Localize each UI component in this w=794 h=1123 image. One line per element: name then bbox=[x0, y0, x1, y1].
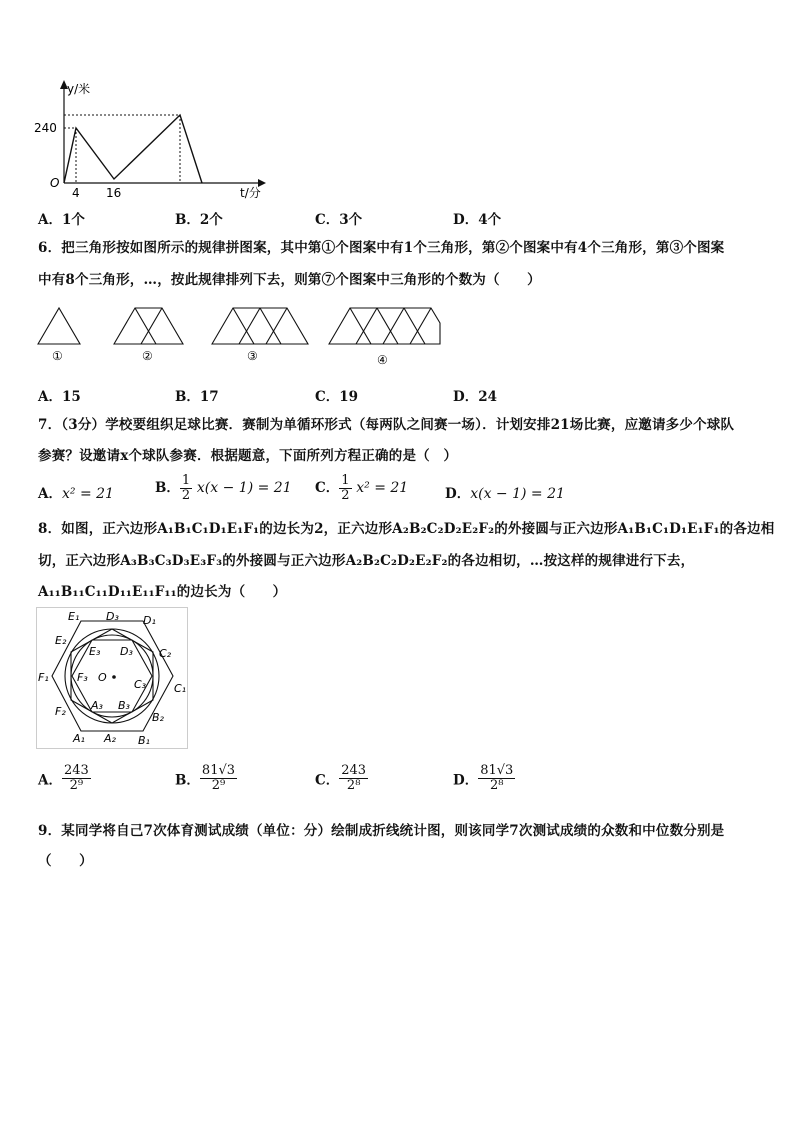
label-A2: A₂ bbox=[104, 732, 116, 745]
q5-option-b: B．2个 bbox=[175, 212, 223, 228]
figure-label-4: ④ bbox=[377, 353, 388, 367]
label-A1: A₁ bbox=[73, 732, 85, 745]
fraction-numerator: 81√3 bbox=[480, 763, 514, 778]
q7-option-c-expr: x² = 21 bbox=[356, 480, 409, 496]
label-F2: F₂ bbox=[55, 705, 66, 718]
label-E3: E₃ bbox=[89, 645, 101, 658]
fraction-denominator: 2 bbox=[181, 488, 191, 503]
q7-option-d bbox=[445, 482, 565, 502]
q6-option-b: B．17 bbox=[175, 389, 219, 405]
label-B3: B₃ bbox=[118, 699, 130, 712]
fraction-numerator: 243 bbox=[63, 763, 89, 778]
q7-option-c-letter: C． bbox=[315, 480, 340, 496]
q8-option-b bbox=[175, 764, 237, 793]
q8-option-b-letter: B． bbox=[175, 772, 200, 789]
label-F1: F₁ bbox=[38, 671, 49, 684]
graph-y-label: y/米 bbox=[67, 82, 91, 96]
q5-option-d: D．4个 bbox=[453, 212, 502, 228]
q6-text-line2: 中有8个三角形，…，按此规律排列下去，则第⑦个图案中三角形的个数为（ ） bbox=[38, 272, 541, 288]
label-C2: C₂ bbox=[159, 647, 172, 660]
figure-label-3: ③ bbox=[247, 349, 258, 363]
label-B2: B₂ bbox=[152, 711, 164, 724]
q9-text-line1: 9．某同学将自己7次体育测试成绩（单位：分）绘制成折线统计图，则该同学7次测试成绩的众数和中位数分别是 bbox=[38, 823, 725, 839]
fraction-denominator: 2⁹ bbox=[69, 778, 84, 793]
triangle-pattern-figures bbox=[36, 302, 446, 370]
fraction-numerator: 81√3 bbox=[201, 763, 236, 778]
q7-option-d-letter: D． bbox=[445, 486, 471, 502]
label-A3: A₃ bbox=[91, 699, 103, 712]
label-D3: D₃ bbox=[120, 645, 133, 658]
q5-option-c: C．3个 bbox=[315, 212, 363, 228]
q8-option-d-letter: D． bbox=[453, 772, 479, 789]
q5-option-a: A．1个 bbox=[38, 212, 85, 228]
q6-option-c: C．19 bbox=[315, 389, 359, 405]
q7-option-b-expr: x(x − 1) = 21 bbox=[196, 480, 292, 496]
q7-option-a-letter: A． bbox=[38, 486, 62, 502]
label-O: O bbox=[98, 671, 107, 684]
q7-option-b bbox=[155, 474, 292, 503]
label-E1: E₁ bbox=[68, 610, 80, 623]
q8-option-d-fraction bbox=[478, 764, 515, 793]
graph-origin: O bbox=[50, 176, 60, 190]
q8-option-d bbox=[453, 764, 515, 793]
fraction-denominator: 2 bbox=[341, 488, 350, 503]
q7-text-line2: 参赛？设邀请x个球队参赛．根据题意，下面所列方程正确的是（ ） bbox=[38, 448, 458, 464]
label-F3: F₃ bbox=[77, 671, 88, 684]
q7-text-line1: 7．（3分）学校要组织足球比赛．赛制为单循环形式（每两队之间赛一场）．计划安排21场比赛，应邀请多少个球队 bbox=[38, 417, 735, 433]
q7-option-b-fraction bbox=[180, 474, 192, 503]
fraction-denominator: 2⁸ bbox=[346, 778, 361, 793]
q7-option-b-letter: B． bbox=[155, 480, 180, 496]
q7-option-d-expr: x(x − 1) = 21 bbox=[470, 486, 565, 502]
q9-text-line2: （ ） bbox=[38, 853, 93, 869]
q8-text-line3: A₁₁B₁₁C₁₁D₁₁E₁₁F₁₁的边长为（ ） bbox=[38, 584, 287, 600]
q6-option-a: A．15 bbox=[38, 389, 81, 405]
q8-option-c bbox=[315, 764, 368, 793]
q8-option-a-fraction bbox=[62, 764, 91, 793]
fraction-denominator: 2⁸ bbox=[490, 778, 504, 793]
distance-time-graph bbox=[30, 75, 270, 200]
q7-option-a-expr: x² = 21 bbox=[61, 486, 114, 502]
label-E2: E₂ bbox=[55, 634, 67, 647]
label-C3: C₃ bbox=[134, 678, 147, 691]
q8-option-a-letter: A． bbox=[38, 772, 62, 789]
graph-x-tick-16: 16 bbox=[106, 186, 122, 200]
label-D3-top: D₃ bbox=[106, 610, 119, 623]
q7-option-c-fraction bbox=[339, 474, 351, 503]
q7-option-a bbox=[38, 482, 114, 502]
fraction-numerator: 1 bbox=[341, 473, 350, 488]
q8-text-line1: 8．如图，正六边形A₁B₁C₁D₁E₁F₁的边长为2，正六边形A₂B₂C₂D₂E₂F₂的外接圆与正六边形A₁B₁C₁D₁E₁F₁的各边相 bbox=[38, 521, 775, 537]
q8-option-c-fraction bbox=[339, 764, 368, 793]
q6-option-d: D．24 bbox=[453, 389, 497, 405]
figure-label-2: ② bbox=[142, 349, 153, 363]
q8-option-a bbox=[38, 764, 91, 793]
fraction-numerator: 1 bbox=[181, 473, 191, 488]
q7-option-c bbox=[315, 474, 408, 503]
label-B1: B₁ bbox=[138, 734, 150, 747]
label-D1: D₁ bbox=[143, 614, 156, 627]
q8-text-line2: 切，正六边形A₃B₃C₃D₃E₃F₃的外接圆与正六边形A₂B₂C₂D₂E₂F₂的各边相切，…按这样的规律进行下去， bbox=[38, 553, 695, 569]
q6-text-line1: 6．把三角形按如图所示的规律拼图案，其中第①个图案中有1个三角形，第②个图案中有4个三角形，第③个图案 bbox=[38, 240, 725, 256]
graph-x-tick-4: 4 bbox=[72, 186, 80, 200]
graph-y-tick: 240 bbox=[34, 121, 57, 135]
q8-option-b-fraction bbox=[200, 764, 237, 793]
label-C1: C₁ bbox=[174, 682, 187, 695]
fraction-numerator: 243 bbox=[341, 763, 367, 778]
graph-x-label: t/分 bbox=[240, 186, 261, 200]
fraction-denominator: 2⁹ bbox=[211, 778, 226, 793]
q8-option-c-letter: C． bbox=[315, 772, 340, 789]
figure-label-1: ① bbox=[52, 349, 63, 363]
nested-hexagons-figure bbox=[36, 607, 188, 749]
